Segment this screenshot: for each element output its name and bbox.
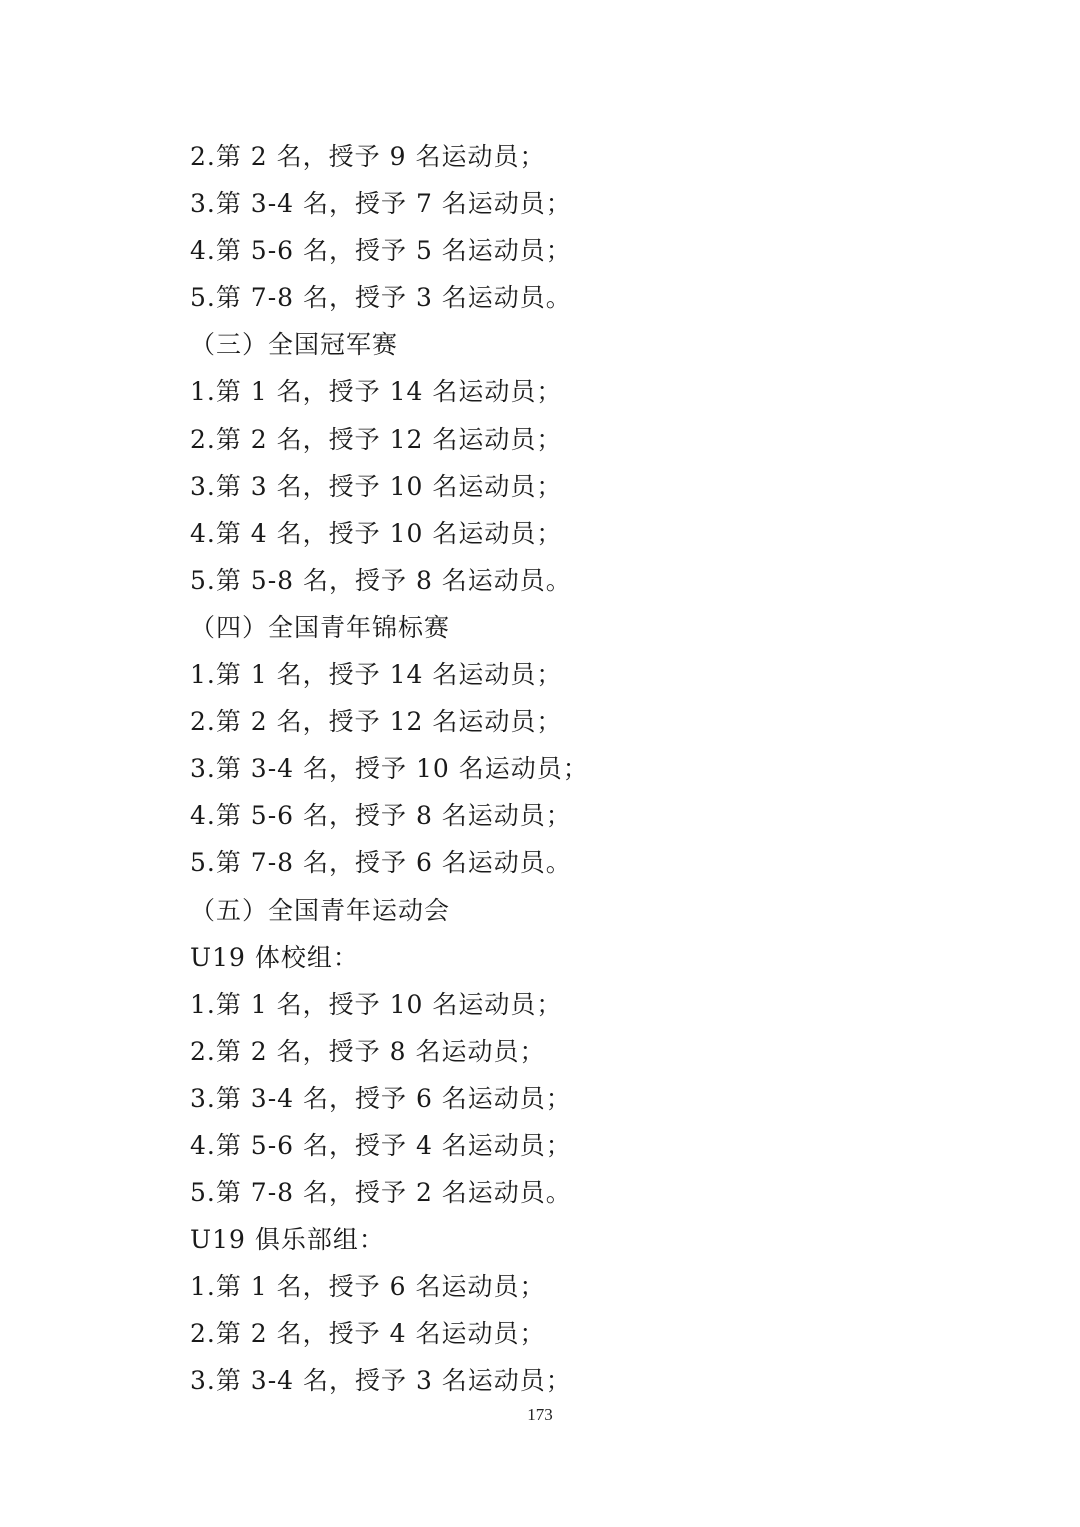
text-line: 4.第 5-6 名，授予 4 名运动员；: [190, 1130, 572, 1160]
text-line: 5.第 7-8 名，授予 3 名运动员。: [190, 283, 572, 313]
group-label: U19 俱乐部组：: [190, 1225, 385, 1255]
text-line: 3.第 3-4 名，授予 6 名运动员；: [190, 1083, 572, 1113]
text-line: 3.第 3-4 名，授予 3 名运动员；: [190, 1366, 572, 1396]
text-line: 2.第 2 名，授予 9 名运动员；: [190, 142, 546, 171]
text-line: 2.第 2 名，授予 8 名运动员；: [190, 1036, 546, 1066]
section-heading: （三）全国冠军赛: [190, 330, 399, 360]
text-line: 4.第 5-6 名，授予 8 名运动员；: [190, 801, 572, 831]
text-line: 2.第 2 名，授予 4 名运动员；: [190, 1319, 546, 1349]
section-heading: （四）全国青年锦标赛: [190, 612, 451, 642]
document-body: [190, 133, 1010, 1405]
section-heading: （五）全国青年运动会: [190, 895, 451, 925]
text-line: 5.第 7-8 名，授予 2 名运动员。: [190, 1178, 572, 1208]
text-line: 1.第 1 名，授予 14 名运动员；: [190, 377, 563, 407]
text-line: 3.第 3-4 名，授予 7 名运动员；: [190, 189, 572, 219]
text-line: 2.第 2 名，授予 12 名运动员；: [190, 424, 563, 454]
group-label: U19 体校组：: [190, 942, 359, 972]
text-line: 2.第 2 名，授予 12 名运动员；: [190, 707, 563, 737]
text-line: 4.第 4 名，授予 10 名运动员；: [190, 518, 563, 548]
page-number: 173: [527, 1405, 553, 1424]
text-line: 1.第 1 名，授予 10 名运动员；: [190, 989, 563, 1019]
text-line: 3.第 3-4 名，授予 10 名运动员；: [190, 754, 589, 784]
text-line: 5.第 5-8 名，授予 8 名运动员。: [190, 565, 572, 595]
text-line: 1.第 1 名，授予 6 名运动员；: [190, 1272, 546, 1302]
text-line: 5.第 7-8 名，授予 6 名运动员。: [190, 848, 572, 878]
text-line: 3.第 3 名，授予 10 名运动员；: [190, 471, 563, 501]
text-line: 4.第 5-6 名，授予 5 名运动员；: [190, 236, 572, 266]
text-line: 1.第 1 名，授予 14 名运动员；: [190, 660, 563, 690]
